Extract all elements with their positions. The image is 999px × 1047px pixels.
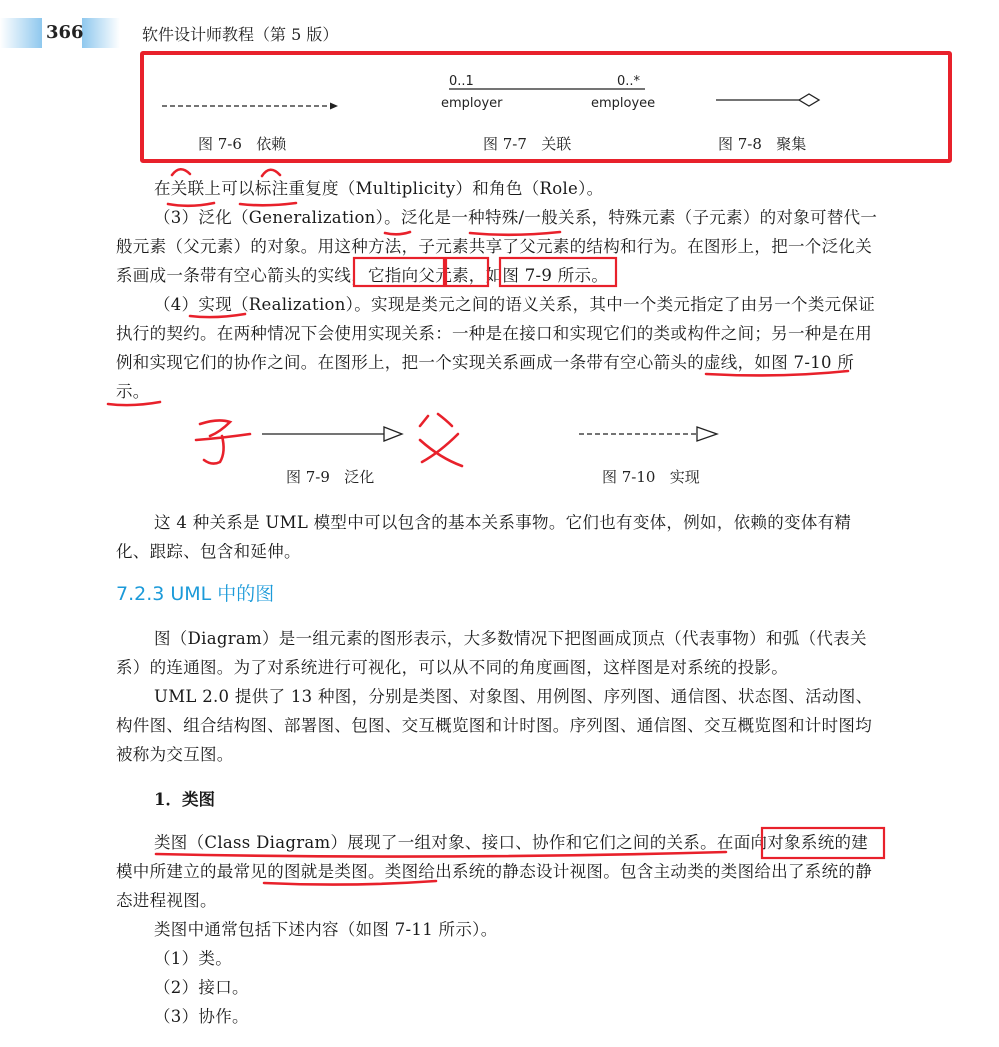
underline-mark [156,852,726,857]
caption-fig-7-9: 图 7-9 泛化 [286,468,375,486]
paragraph-class-diagram-contents: 类图中通常包括下述内容（如图 7-11 所示）。 [154,920,498,939]
circle-mark [262,170,280,176]
circle-mark [172,169,190,175]
handwritten-zi [196,420,250,463]
highlight-box [354,258,444,286]
section-title: 7.2.3 UML 中的图 [116,583,275,605]
list-item-class: （1）类。 [154,949,232,968]
list-item-collaboration: （3）协作。 [154,1007,249,1026]
paragraph-uml2-diagrams: UML 2.0 提供了 13 种图，分别是类图、对象图、用例图、序列图、通信图、状态图、活动图、构件图、组合结构图、部署图、包图、交互概览图和计时图。序列图、通信图、交互概览图和计时图均被称为交互图。 [116,687,873,764]
underline-mark [706,371,848,375]
subheading-class-diagram: 1．类图 [154,790,215,809]
multiplicity-left: 0..1 [449,74,474,89]
page-number: 366 [46,22,84,43]
underline-mark [168,203,214,206]
paragraph-class-diagram: 类图（Class Diagram）展现了一组对象、接口、协作和它们之间的关系。在面向对象系统的建模中所建立的最常见的图就是类图。类图给出系统的静态设计视图。包含主动类的类图给出了系统的静态进程视图。 [116,833,872,910]
highlight-box [446,258,488,286]
underline-mark [108,402,160,405]
caption-fig-7-6: 图 7-6 依赖 [198,135,287,153]
role-employer: employer [441,96,503,111]
caption-fig-7-10: 图 7-10 实现 [602,468,700,486]
paragraph-generalization: （3）泛化（Generalization）。泛化是一种特殊/一般关系，特殊元素（子元素）的对象可替代一般元素（父元素）的对象。用这种方法，子元素共享了父元素的结构和行为。在图形上，把一个泛化关系画成一条带有空心箭头的实线，它指向父元素，如图 7-9 所示。 [116,208,878,285]
underline-mark [240,203,296,205]
paragraph-association-note: 在关联上可以标注重复度（Multiplicity）和角色（Role）。 [154,179,604,198]
caption-fig-7-8: 图 7-8 聚集 [718,135,807,153]
paragraph-variants: 这 4 种关系是 UML 模型中可以包含的基本关系事物。它们也有变体，例如，依赖的变体有精化、跟踪、包含和延伸。 [116,513,852,561]
underline-mark [190,314,245,317]
underline-mark [264,881,436,885]
underline-mark [385,232,410,234]
paragraph-diagram-definition: 图（Diagram）是一组元素的图形表示，大多数情况下把图画成顶点（代表事物）和弧（代表关系）的连通图。为了对系统进行可视化，可以从不同的角度画图，这样图是对系统的投影。 [116,629,867,677]
role-employee: employee [591,96,656,111]
list-item-interface: （2）接口。 [154,978,249,997]
underline-mark [470,232,560,235]
highlight-box [500,258,616,286]
handwritten-fu [420,414,462,466]
book-title: 软件设计师教程（第 5 版） [142,25,339,44]
paragraph-realization: （4）实现（Realization）。实现是类元之间的语义关系，其中一个类元指定了由另一个类元保证执行的契约。在两种情况下会使用实现关系：一种是在接口和实现它们的类或构件之间；另一种是在用例和实现它们的协作之间。在图形上，把一个实现关系画成一条带有空心箭头的虚线，如图 7-10 所示。 [116,295,876,401]
highlight-box [762,828,884,858]
caption-fig-7-7: 图 7-7 关联 [483,135,572,153]
multiplicity-right: 0..* [617,74,641,89]
